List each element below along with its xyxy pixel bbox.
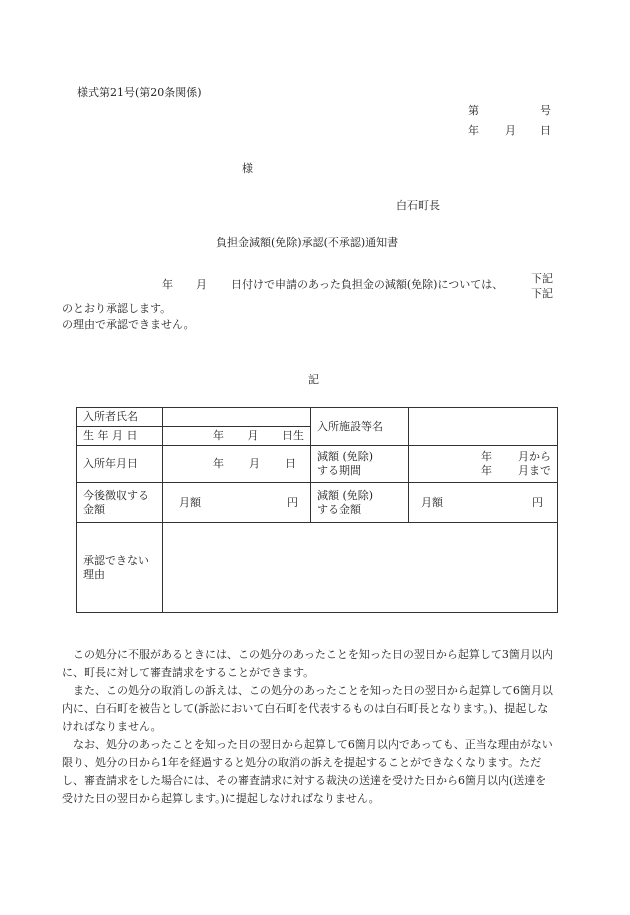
body-kaki-approve: 下記 (531, 272, 553, 285)
collect-value (163, 483, 311, 523)
period-from-year: 年 (481, 450, 492, 463)
reduce-value (409, 483, 558, 523)
body-year: 年 (162, 278, 173, 291)
facility-label: 入所施設等名 (311, 408, 409, 446)
period-value (409, 446, 558, 483)
body-month: 月 (196, 278, 207, 291)
collect-yen: 円 (287, 495, 298, 509)
reason-value (163, 523, 558, 613)
reason-label-1: 承認できない (83, 553, 149, 567)
reduce-label-1: 減額 (免除) (317, 488, 374, 502)
reason-label (77, 523, 163, 613)
period-label-1: 減額 (免除) (317, 450, 374, 463)
birth-month: 月 (247, 429, 259, 442)
birth-label: 生 年 月 日 (77, 427, 163, 446)
collect-monthly: 月額 (179, 495, 201, 509)
facility-value (409, 408, 558, 446)
period-from-month: 月から (518, 450, 551, 463)
body-kaki-reject: 下記 (531, 287, 553, 300)
document-title: 負担金減額(免除)承認(不承認)通知書 (216, 236, 399, 249)
period-label (311, 446, 409, 483)
collect-label-1: 今後徴収する (83, 488, 149, 502)
date-year: 年 (468, 124, 479, 137)
entry-label: 入所年月日 (77, 446, 163, 483)
collect-label-2: 金額 (83, 502, 105, 516)
reduce-monthly: 月額 (421, 495, 443, 509)
reduce-label-2: する金額 (317, 502, 361, 516)
document-number-suffix: 号 (540, 104, 551, 117)
ki-heading: 記 (308, 373, 319, 386)
form-number: 様式第21号(第20条関係) (77, 86, 202, 99)
addressee-suffix: 様 (242, 162, 253, 175)
reduce-label (311, 483, 409, 523)
note-paragraph: なお、処分のあったことを知った日の翌日から起算して6箇月以内であっても、正当な理由がない限り、処分の日から1年を経過すると処分の取消の訴えを提起することができなくなります。ただし、審査請求をした場合には、その審査請求に対する裁決の送達を受けた日から6箇月以内(送達を受けた日の翌日から起算します。)に提起しなければなりません。 (62, 738, 553, 805)
entry-value (163, 446, 311, 483)
reason-label-2: 理由 (83, 567, 105, 581)
collect-label (77, 483, 163, 523)
birth-year: 年 (213, 429, 224, 442)
period-to-month: 月まで (518, 464, 551, 477)
period-to-year: 年 (481, 464, 492, 477)
document-number-prefix: 第 (468, 104, 479, 117)
entry-year: 年 (213, 457, 224, 470)
note-paragraph: また、この処分の取消しの訴えは、この処分のあったことを知った日の翌日から起算して6箇月以内に、白石町を被告として(訴訟において白石町を代表するものは白石町長となります。)、提起しなければなりません。 (62, 684, 553, 733)
birth-day: 日生 (282, 429, 304, 442)
body-main-text: 日付けで申請のあった負担金の減額(免除)については、 (231, 278, 504, 291)
body-reject-line: の理由で承認できません。 (62, 318, 195, 331)
period-label-2: する期間 (317, 464, 361, 477)
detail-table (76, 407, 558, 613)
reduce-yen: 円 (532, 495, 543, 509)
entry-day: 日 (285, 457, 296, 470)
issuer-name: 白石町長 (396, 199, 440, 212)
entry-month: 月 (249, 457, 260, 470)
note-paragraph: この処分に不服があるときには、この処分のあったことを知った日の翌日から起算して3箇月以内に、町長に対して審査請求をすることができます。 (62, 648, 553, 679)
name-label: 入所者氏名 (77, 408, 163, 427)
date-day: 日 (540, 124, 551, 137)
date-month: 月 (505, 124, 516, 137)
body-approve-line: のとおり承認します。 (62, 302, 172, 315)
birth-value (163, 427, 311, 446)
name-value (163, 408, 311, 427)
appeal-notes (62, 646, 554, 808)
